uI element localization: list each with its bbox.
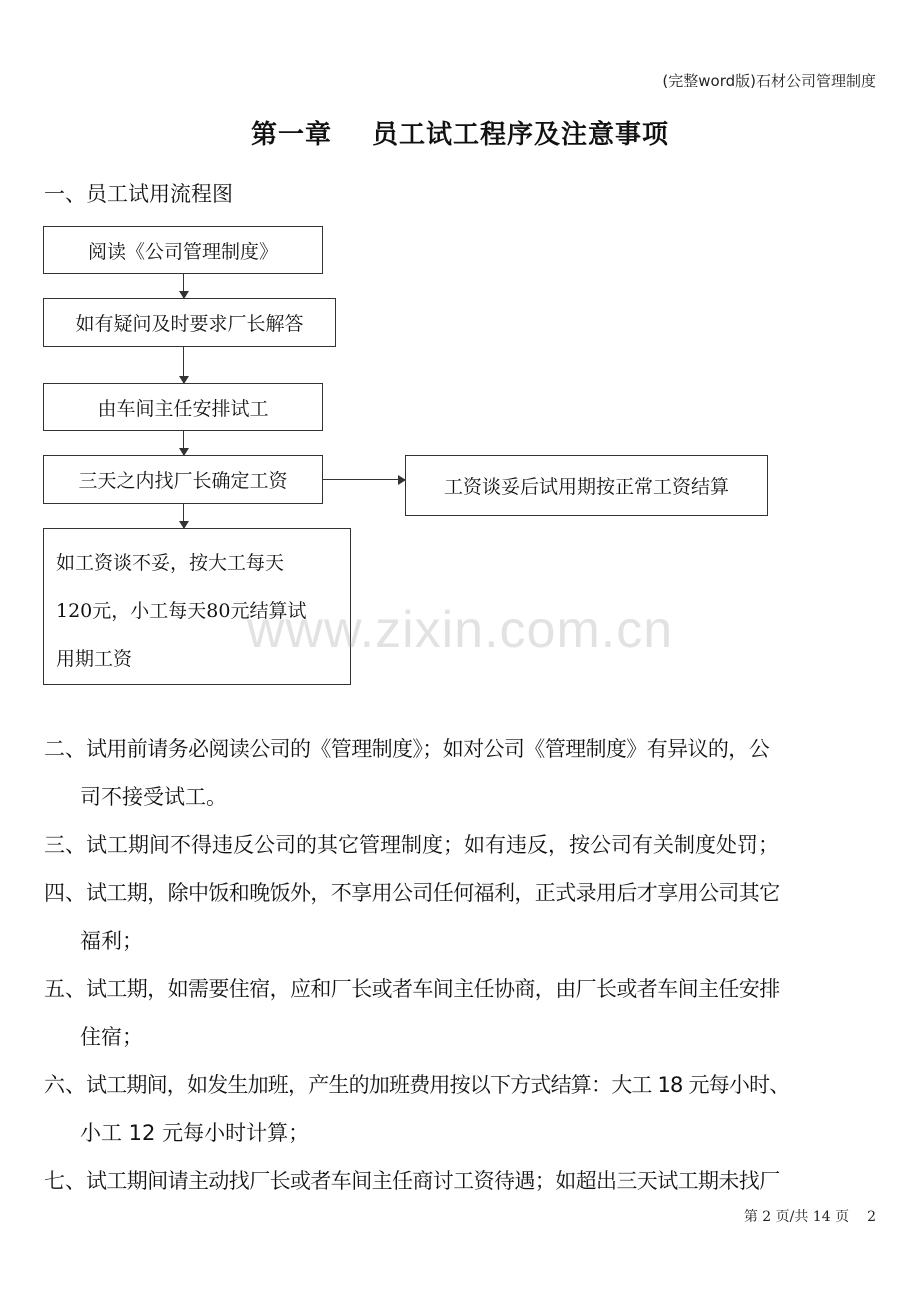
list-item bbox=[44, 725, 878, 821]
chapter-title bbox=[0, 114, 920, 151]
document-header-title: (完整word版)石材公司管理制度 bbox=[662, 72, 876, 90]
item-number: 六、 bbox=[44, 1073, 86, 1097]
item-number: 三、 bbox=[44, 833, 86, 857]
item-number: 五、 bbox=[44, 977, 86, 1001]
item-number: 二、 bbox=[44, 737, 86, 761]
item-text: 试工期，除中饭和晚饭外，不享用公司任何福利，正式录用后才享用公司其它 bbox=[86, 881, 780, 905]
list-item bbox=[44, 965, 878, 1061]
flow-step-read-rules: 阅读《公司管理制度》 bbox=[43, 226, 323, 274]
flow-arrow-2 bbox=[183, 347, 184, 383]
section-heading-flowchart: 一、员工试用流程图 bbox=[44, 182, 233, 206]
flow-branch-wage-agreed: 工资谈妥后试用期按正常工资结算 bbox=[405, 455, 768, 516]
item-number: 七、 bbox=[44, 1169, 86, 1193]
list-item bbox=[44, 1157, 878, 1205]
flow-step-ask-questions: 如有疑问及时要求厂长解答 bbox=[43, 298, 336, 347]
page-footer bbox=[744, 1206, 876, 1226]
page-number: 2 bbox=[867, 1209, 876, 1225]
flow-branch-line: 如工资谈不妥，按大工每天 bbox=[56, 552, 285, 574]
rules-list bbox=[44, 725, 878, 1205]
flow-arrow-right bbox=[323, 479, 405, 480]
flow-step-confirm-wage: 三天之内找厂长确定工资 bbox=[43, 455, 323, 504]
item-number: 四、 bbox=[44, 881, 86, 905]
item-text: 试工期，如需要住宿，应和厂长或者车间主任协商，由厂长或者车间主任安排 bbox=[86, 977, 780, 1001]
chapter-name: 员工试工程序及注意事项 bbox=[372, 120, 670, 150]
flow-branch-line: 120元，小工每天80元结算试 bbox=[56, 600, 307, 622]
item-text: 试工期间请主动找厂长或者车间主任商讨工资待遇；如超出三天试工期未找厂 bbox=[86, 1169, 780, 1193]
flow-branch-line: 用期工资 bbox=[56, 648, 133, 670]
list-item bbox=[44, 1061, 878, 1157]
item-text-continued: 福利； bbox=[80, 929, 143, 953]
page-info: 第 2 页/共 14 页 bbox=[743, 1209, 850, 1225]
item-text-continued: 司不接受试工。 bbox=[80, 785, 227, 809]
chapter-label: 第一章 bbox=[250, 120, 332, 150]
item-text: 试用前请务必阅读公司的《管理制度》；如对公司《管理制度》有异议的，公 bbox=[86, 737, 770, 761]
item-text: 试工期间，如发生加班，产生的加班费用按以下方式结算：大工 18 元每小时、 bbox=[86, 1073, 790, 1097]
flow-arrow-4 bbox=[183, 504, 184, 528]
flow-arrow-3 bbox=[183, 431, 184, 455]
item-text-continued: 住宿； bbox=[80, 1025, 143, 1049]
list-item bbox=[44, 821, 878, 869]
list-item bbox=[44, 869, 878, 965]
flow-step-arrange-trial: 由车间主任安排试工 bbox=[43, 383, 323, 431]
flow-arrow-1 bbox=[183, 274, 184, 298]
watermark: www.zixin.com.cn bbox=[246, 601, 674, 659]
item-text-continued: 小工 12 元每小时计算； bbox=[80, 1121, 310, 1145]
item-text: 试工期间不得违反公司的其它管理制度；如有违反，按公司有关制度处罚； bbox=[86, 833, 779, 857]
